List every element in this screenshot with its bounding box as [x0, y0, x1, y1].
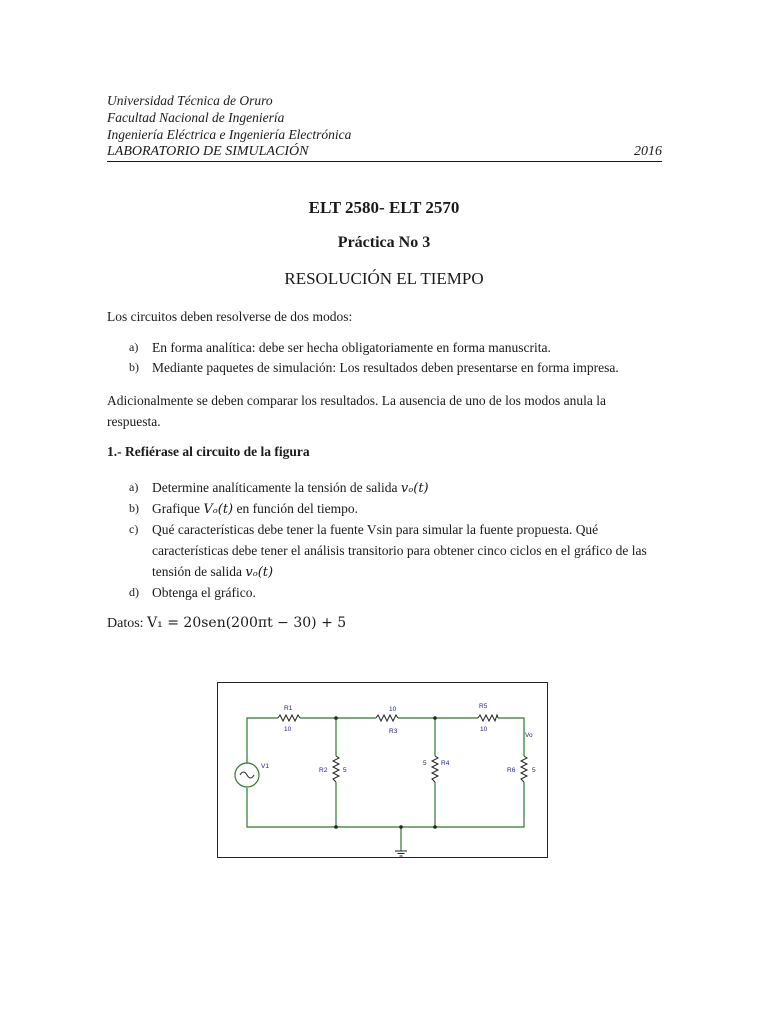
- circuit-diagram: [218, 683, 549, 859]
- question-text: Determine analíticamente la tensión de salida: [152, 480, 398, 495]
- header-faculty: Facultad Nacional de Ingeniería: [107, 110, 285, 125]
- list-text: Obtenga el gráfico.: [152, 585, 256, 600]
- list-marker: a): [129, 340, 139, 354]
- header-lab-line: [107, 143, 662, 162]
- label-r5: R5: [479, 703, 488, 710]
- list-text: En forma analítica: debe ser hecha obligatoriamente en forma manuscrita.: [152, 340, 551, 355]
- math-vo: vₒ(t): [400, 481, 429, 496]
- header-university: Universidad Técnica de Oruro: [107, 93, 273, 108]
- intro-paragraph: Los circuitos deben resolverse de dos modos:: [107, 309, 353, 324]
- label-r6-value: 5: [532, 767, 536, 774]
- label-r4: R4: [441, 760, 450, 767]
- header-department: Ingeniería Eléctrica e Ingeniería Electrónica: [107, 127, 352, 142]
- datos-equation: V₁ = 20sen(200πt − 30) + 5: [147, 615, 347, 631]
- label-r1-value: 10: [284, 726, 292, 733]
- label-r1: R1: [284, 705, 293, 712]
- label-r4-value: 5: [423, 760, 427, 767]
- math-Vo: Vₒ(t): [203, 502, 234, 517]
- list-marker: d): [129, 585, 139, 599]
- list-text: [152, 519, 662, 583]
- label-r5-value: 10: [480, 726, 488, 733]
- label-r6: R6: [507, 767, 516, 774]
- list-text: [152, 498, 662, 520]
- label-r3: R3: [389, 728, 398, 735]
- label-r3-value: 10: [389, 706, 397, 713]
- resistor-r4: [432, 756, 438, 782]
- label-r2: R2: [319, 767, 328, 774]
- practice-title: Práctica No 3: [337, 234, 431, 251]
- resistor-r2: [333, 756, 339, 782]
- junction-dots: [334, 716, 437, 829]
- resistor-r1: [278, 715, 300, 721]
- circuit-figure: [217, 682, 548, 858]
- label-vo: Vo: [525, 732, 533, 739]
- datos-label: Datos:: [107, 616, 144, 631]
- section-1-title: 1.- Refiérase al circuito de la figura: [107, 444, 310, 459]
- ground-icon: [395, 851, 407, 856]
- note-paragraph: Adicionalmente se deben comparar los resultados. La ausencia de uno de los modos anula la respuesta.: [107, 393, 606, 429]
- label-v1: V1: [261, 763, 269, 770]
- resistor-r3: [376, 715, 398, 721]
- topic-title: RESOLUCIÓN EL TIEMPO: [284, 269, 484, 288]
- question-text: Qué características debe tener la fuente Vsin para simular la fuente propuesta. Qué características debe tener el análisis transitorio para obtener cinco ciclos en el gráfico de las tensión de salida: [152, 522, 647, 579]
- list-marker: c): [129, 522, 139, 536]
- label-r2-value: 5: [343, 767, 347, 774]
- header-year: 2016: [634, 144, 662, 159]
- circuit-wires: [247, 718, 524, 851]
- list-marker: b): [129, 360, 139, 374]
- voltage-source-v1: [235, 763, 259, 787]
- datos-line: [107, 615, 346, 632]
- header-lab: LABORATORIO DE SIMULACIÓN: [107, 144, 309, 159]
- question-text-post: en función del tiempo.: [236, 501, 358, 516]
- resistor-r6: [521, 756, 527, 782]
- math-vo: vₒ(t): [245, 565, 274, 580]
- resistor-r5: [478, 715, 498, 721]
- list-text: [152, 477, 662, 499]
- question-text-pre: Grafique: [152, 501, 200, 516]
- list-marker: a): [129, 480, 139, 494]
- list-text: Mediante paquetes de simulación: Los resultados deben presentarse en forma impresa.: [152, 360, 619, 375]
- list-marker: b): [129, 501, 139, 515]
- course-title: ELT 2580- ELT 2570: [308, 198, 460, 217]
